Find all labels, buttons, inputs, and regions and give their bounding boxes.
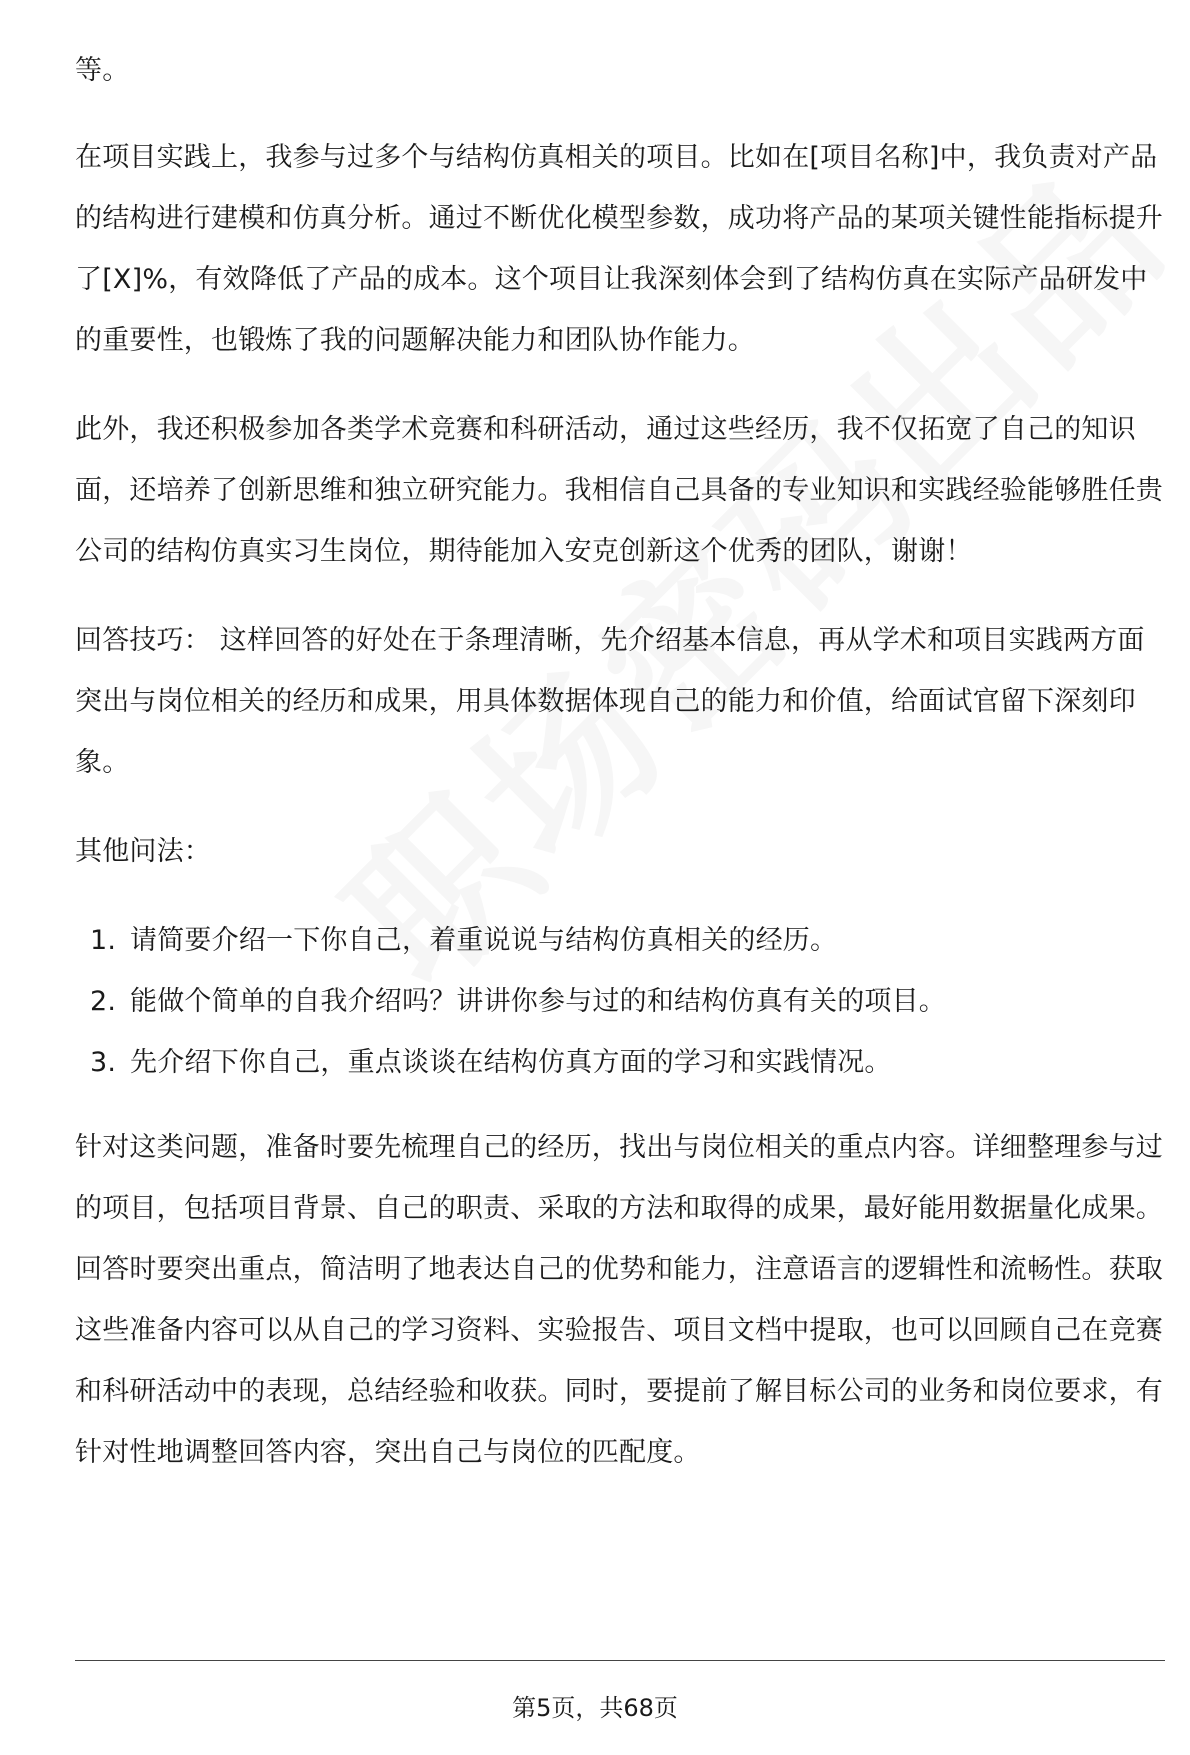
page-number: 第5页，共68页	[512, 1694, 678, 1722]
list-item-number: 1.	[90, 925, 117, 956]
footer-divider	[75, 1660, 1165, 1661]
list-item	[75, 1032, 1165, 1093]
paragraph-continuation: 等。	[75, 55, 130, 86]
paragraph-extra-activities: 此外，我还积极参加各类学术竞赛和科研活动，通过这些经历，我不仅拓宽了自己的知识面，还培养了创新思维和独立研究能力。我相信自己具备的专业知识和实践经验能够胜任贵公司的结构仿真实习生岗位，期待能加入安克创新这个优秀的团队，谢谢！	[75, 414, 1163, 567]
list-item	[75, 910, 1165, 971]
paragraph-preparation-advice: 针对这类问题，准备时要先梳理自己的经历，找出与岗位相关的重点内容。详细整理参与过的项目，包括项目背景、自己的职责、采取的方法和取得的成果，最好能用数据量化成果。回答时要突出重点，简洁明了地表达自己的优势和能力，注意语言的逻辑性和流畅性。获取这些准备内容可以从自己的学习资料、实验报告、项目文档中提取，也可以回顾自己在竞赛和科研活动中的表现，总结经验和收获。同时，要提前了解目标公司的业务和岗位要求，有针对性地调整回答内容，突出自己与岗位的匹配度。	[75, 1132, 1163, 1468]
paragraph-other-questions-heading: 其他问法：	[75, 836, 211, 867]
page-content	[75, 40, 1165, 1511]
list-item-text: 能做个简单的自我介绍吗？讲讲你参与过的和结构仿真有关的项目。	[130, 986, 946, 1017]
list-item-text: 先介绍下你自己，重点谈谈在结构仿真方面的学习和实践情况。	[130, 1047, 892, 1078]
list-item	[75, 971, 1165, 1032]
alt-questions-list	[75, 910, 1165, 1093]
list-item-number: 3.	[90, 1047, 117, 1078]
list-item-number: 2.	[90, 986, 117, 1017]
list-item-text: 请简要介绍一下你自己，着重说说与结构仿真相关的经历。	[130, 925, 838, 956]
paragraph-answer-tips: 回答技巧： 这样回答的好处在于条理清晰，先介绍基本信息，再从学术和项目实践两方面突出与岗位相关的经历和成果，用具体数据体现自己的能力和价值，给面试官留下深刻印象。	[75, 625, 1145, 778]
paragraph-project-practice: 在项目实践上，我参与过多个与结构仿真相关的项目。比如在[项目名称]中，我负责对产品的结构进行建模和仿真分析。通过不断优化模型参数，成功将产品的某项关键性能指标提升了[X]%，有效降低了产品的成本。这个项目让我深刻体会到了结构仿真在实际产品研发中的重要性，也锻炼了我的问题解决能力和团队协作能力。	[75, 142, 1163, 356]
